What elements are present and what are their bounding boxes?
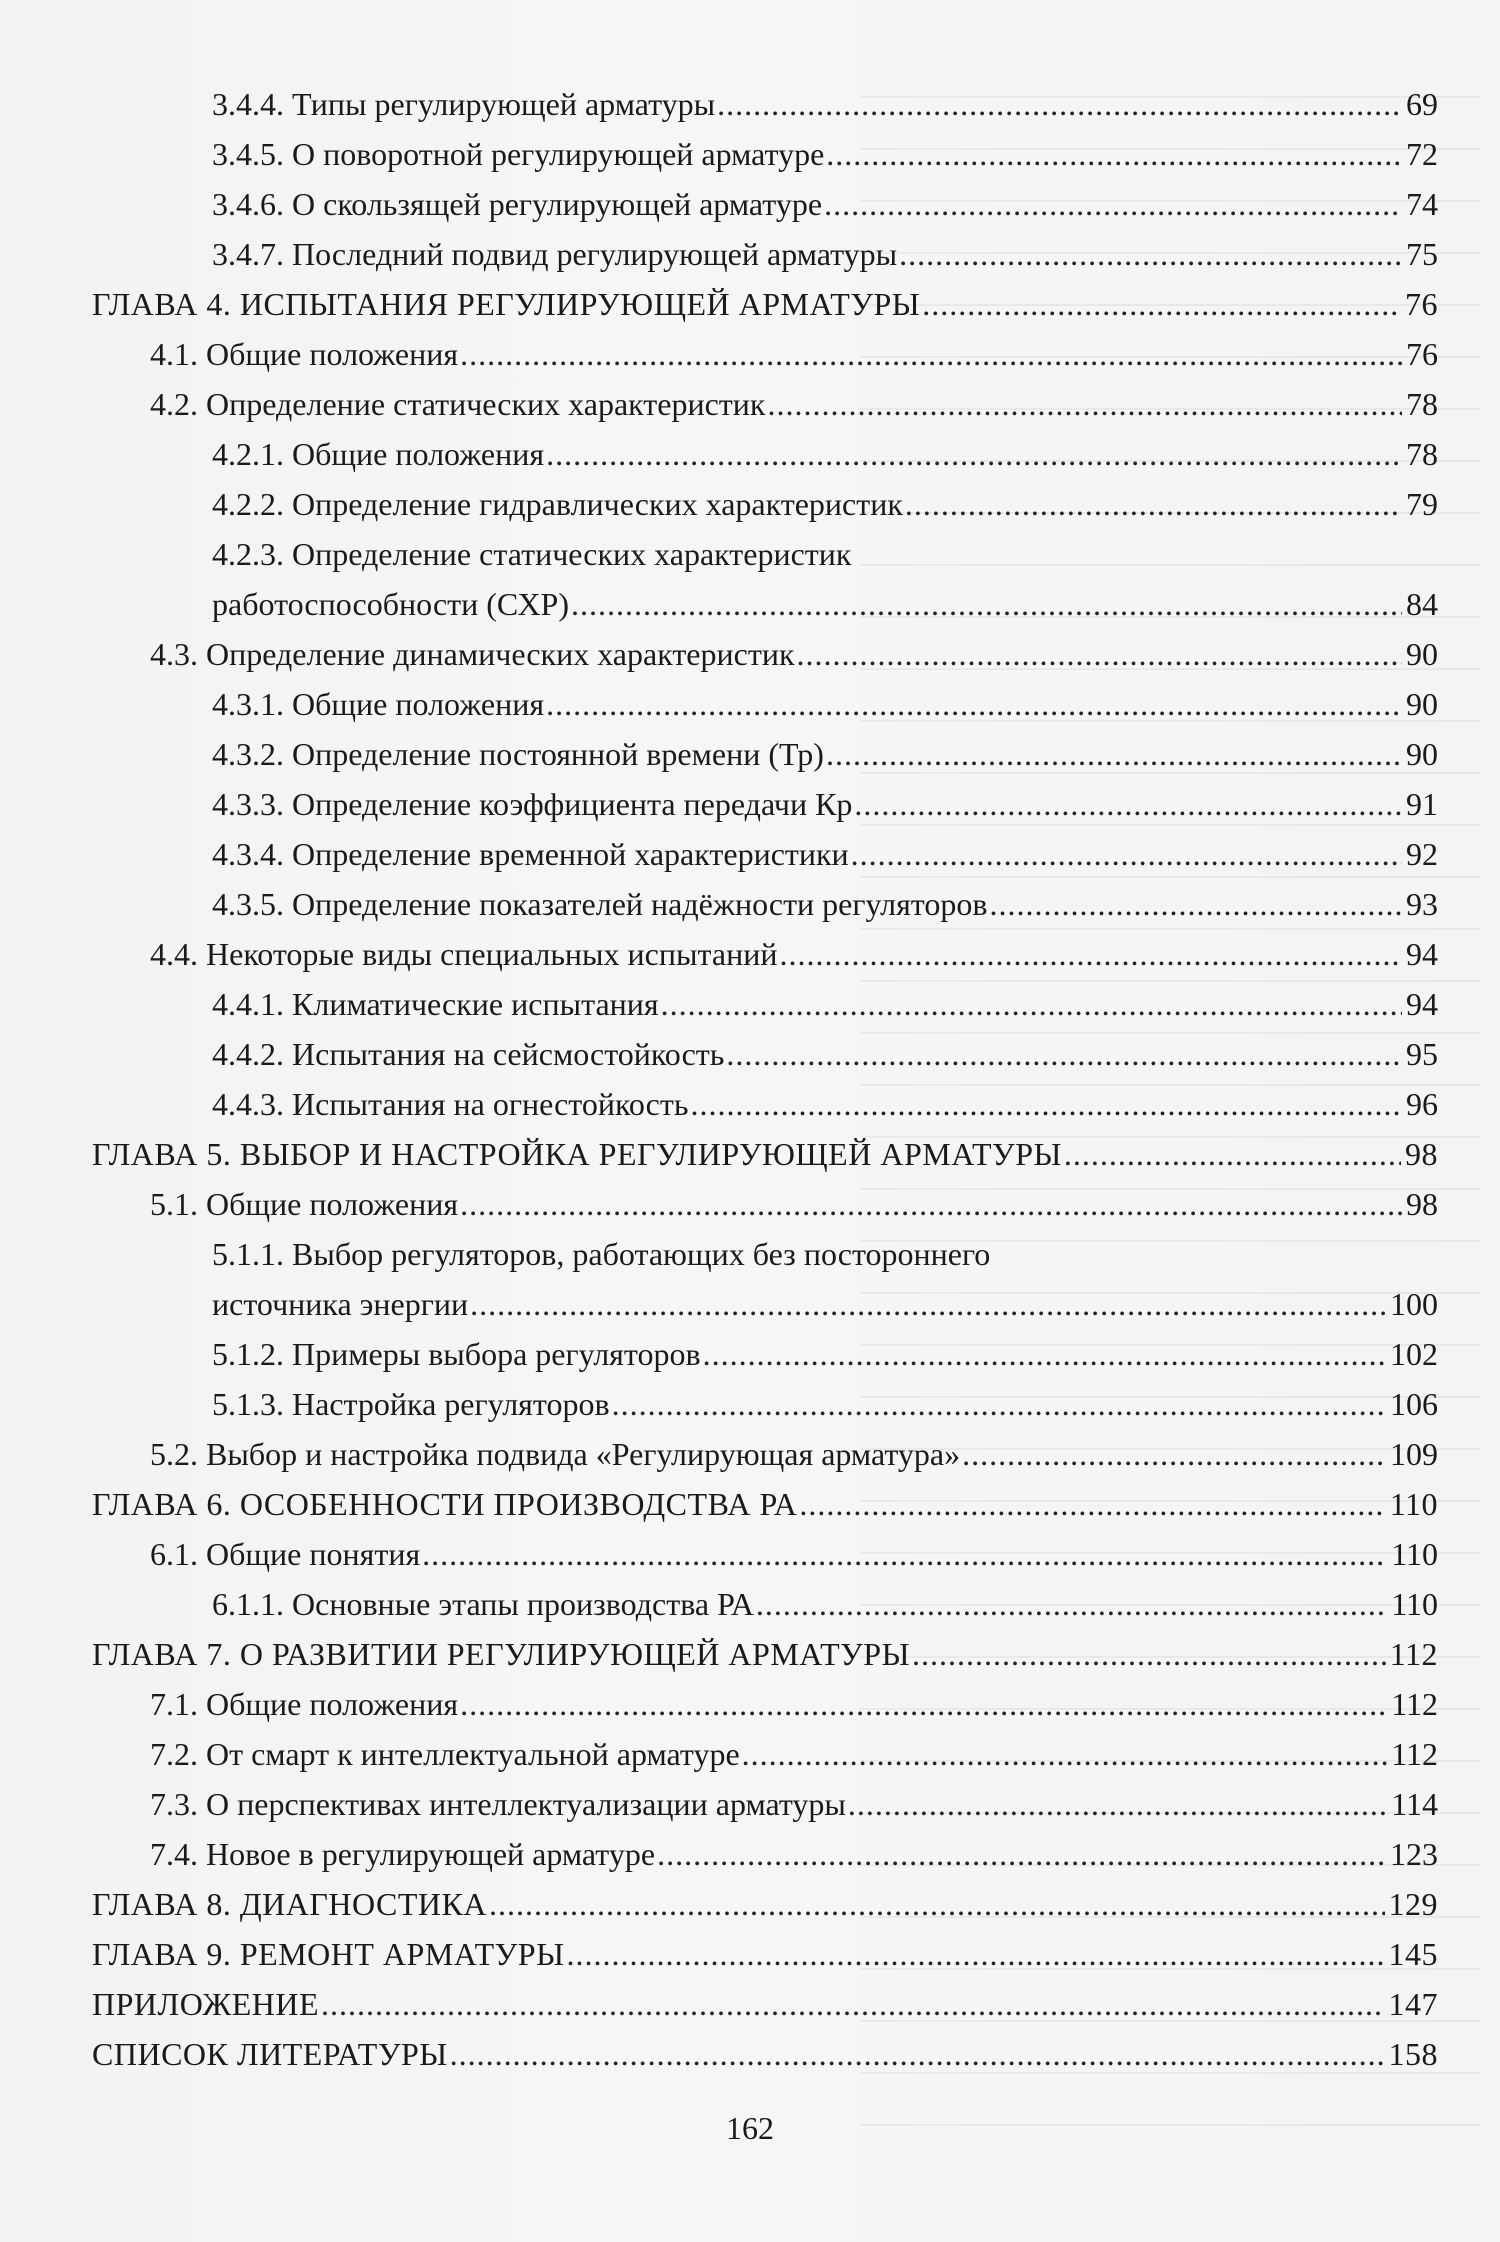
toc-entry-page: 79 (1406, 486, 1438, 522)
toc-entry-title: 4.3.3. Определение коэффициента передачи Кр (212, 786, 853, 822)
leader-dots (460, 334, 1402, 374)
leader-dots (989, 884, 1402, 924)
leader-dots (826, 134, 1402, 174)
toc-entry-title: ГЛАВА 9. РЕМОНТ АРМАТУРЫ (92, 1936, 565, 1972)
toc-entry-page: 93 (1406, 886, 1438, 922)
toc-entry-page: 78 (1406, 386, 1438, 422)
toc-entry-title: 4.2.1. Общие положения (212, 436, 545, 472)
leader-dots (422, 1534, 1387, 1574)
toc-entry-title: 4.1. Общие положения (150, 336, 459, 372)
toc-entry (212, 784, 1438, 824)
leader-dots (912, 1634, 1386, 1674)
toc-entry (212, 684, 1438, 724)
toc-entry (212, 1084, 1438, 1124)
toc-entry-title: 4.4.1. Климатические испытания (212, 986, 659, 1022)
toc-entry-title: 5.1. Общие положения (150, 1186, 459, 1222)
toc-entry-title: 4.3.5. Определение показателей надёжности регуляторов (212, 886, 988, 922)
toc-entry (212, 1284, 1438, 1324)
toc-entry-title: 5.1.3. Настройка регуляторов (212, 1386, 610, 1422)
toc-chapter (92, 1134, 1438, 1174)
toc-entry (150, 384, 1438, 424)
leader-dots (824, 184, 1402, 224)
toc-entry-page: 96 (1406, 1086, 1438, 1122)
page-number: 162 (726, 2110, 774, 2146)
toc-entry (212, 1384, 1438, 1424)
toc-entry-page: 75 (1406, 236, 1438, 272)
toc-entry (212, 1584, 1438, 1624)
toc-entry-page: 74 (1406, 186, 1438, 222)
toc-chapter (92, 1984, 1438, 2024)
toc-entry-title: 5.1.2. Примеры выбора регуляторов (212, 1336, 701, 1372)
toc-entry (150, 934, 1438, 974)
toc-entry (212, 134, 1438, 174)
toc-entry-page: 147 (1388, 1986, 1438, 2022)
toc-entry (212, 84, 1438, 124)
toc-entry-page: 110 (1389, 1486, 1438, 1522)
toc-entry-title: 6.1. Общие понятия (150, 1536, 421, 1572)
toc-entry-page: 98 (1406, 1186, 1438, 1222)
toc-entry (150, 334, 1438, 374)
toc-entry-title: 4.3.4. Определение временной характеристики (212, 836, 849, 872)
toc-entry-page: 90 (1406, 636, 1438, 672)
toc-entry-title: 4.4.2. Испытания на сейсмостойкость (212, 1036, 725, 1072)
leader-dots (657, 1834, 1386, 1874)
toc-entry-page: 90 (1406, 736, 1438, 772)
leader-dots (962, 1434, 1386, 1474)
leader-dots (703, 1334, 1386, 1374)
toc-entry-page: 145 (1388, 1936, 1438, 1972)
toc-entry-page: 76 (1406, 336, 1438, 372)
leader-dots (726, 1034, 1402, 1074)
toc-entry-page: 72 (1406, 136, 1438, 172)
toc-entry (212, 984, 1438, 1024)
leader-dots (470, 1284, 1386, 1324)
toc-entry-title: 3.4.7. Последний подвид регулирующей арматуры (212, 236, 898, 272)
toc-entry-page: 94 (1406, 936, 1438, 972)
leader-dots (460, 1184, 1402, 1224)
toc-entry-title-line1: 5.1.1. Выбор регуляторов, работающих без постороннего (212, 1236, 991, 1272)
toc-entry-page: 112 (1389, 1636, 1438, 1672)
leader-dots (922, 284, 1401, 324)
toc-entry-page: 98 (1405, 1136, 1438, 1172)
leader-dots (848, 1784, 1387, 1824)
leader-dots (851, 834, 1402, 874)
leader-dots (742, 1734, 1388, 1774)
toc-entry-title: работоспособности (СХР) (212, 586, 569, 622)
toc-entry (212, 584, 1438, 624)
leader-dots (661, 984, 1402, 1024)
toc-entry-title: 4.4. Некоторые виды специальных испытаний (150, 936, 778, 972)
toc-entry-title: 7.3. О перспективах интеллектуализации арматуры (150, 1786, 846, 1822)
toc-entry (150, 1184, 1438, 1224)
toc-chapter (92, 2034, 1438, 2074)
leader-dots (899, 234, 1402, 274)
leader-dots (756, 1584, 1387, 1624)
leader-dots (450, 2034, 1385, 2074)
toc-entry-title: 4.4.3. Испытания на огнестойкость (212, 1086, 689, 1122)
toc-entry (212, 1034, 1438, 1074)
toc-entry-title: ГЛАВА 4. ИСПЫТАНИЯ РЕГУЛИРУЮЩЕЙ АРМАТУРЫ (92, 286, 921, 322)
toc-entry (212, 1334, 1438, 1374)
leader-dots (566, 1934, 1384, 1974)
toc-entry-page: 109 (1390, 1436, 1438, 1472)
toc-entry-page: 92 (1406, 836, 1438, 872)
leader-dots (321, 1984, 1384, 2024)
toc-entry-title: ГЛАВА 6. ОСОБЕННОСТИ ПРОИЗВОДСТВА РА (92, 1486, 798, 1522)
leader-dots (796, 634, 1402, 674)
toc-entry-title: 4.3.2. Определение постоянной времени (Тр) (212, 736, 824, 772)
toc-entry (212, 884, 1438, 924)
toc-entry-title: 3.4.4. Типы регулирующей арматуры (212, 86, 716, 122)
toc-entry-page: 114 (1391, 1786, 1438, 1822)
leader-dots (717, 84, 1402, 124)
toc-entry (212, 184, 1438, 224)
leader-dots (905, 484, 1402, 524)
toc-entry-title: 6.1.1. Основные этапы производства РА (212, 1586, 754, 1622)
toc-entry-page: 94 (1406, 986, 1438, 1022)
toc-entry-title: ГЛАВА 7. О РАЗВИТИИ РЕГУЛИРУЮЩЕЙ АРМАТУРЫ (92, 1636, 910, 1672)
toc-entry-title: 7.4. Новое в регулирующей арматуре (150, 1836, 656, 1872)
toc-entry (150, 1684, 1438, 1724)
toc-entry-title: ПРИЛОЖЕНИЕ (92, 1986, 320, 2022)
leader-dots (826, 734, 1402, 774)
toc-entry (150, 634, 1438, 674)
toc-entry-title: ГЛАВА 8. ДИАГНОСТИКА (92, 1886, 487, 1922)
leader-dots (690, 1084, 1402, 1124)
leader-dots (612, 1384, 1386, 1424)
toc-entry-title: СПИСОК ЛИТЕРАТУРЫ (92, 2036, 448, 2072)
toc-chapter (92, 1884, 1438, 1924)
toc-entry-title: 5.2. Выбор и настройка подвида «Регулирующая арматура» (150, 1436, 961, 1472)
toc-entry-page: 158 (1388, 2036, 1438, 2072)
toc-entry-page: 91 (1406, 786, 1438, 822)
toc-entry (150, 1834, 1438, 1874)
leader-dots (546, 684, 1402, 724)
toc-entry (212, 484, 1438, 524)
toc-entry-title: источника энергии (212, 1286, 469, 1322)
leader-dots (460, 1684, 1387, 1724)
toc-entry (212, 234, 1438, 274)
toc-entry-title: 3.4.6. О скользящей регулирующей арматуре (212, 186, 823, 222)
leader-dots (546, 434, 1402, 474)
toc-entry-title-line1: 4.2.3. Определение статических характеристик (212, 536, 852, 572)
leader-dots (571, 584, 1402, 624)
leader-dots (1064, 1134, 1401, 1174)
toc-entry-page: 76 (1405, 286, 1438, 322)
toc-chapter (92, 1634, 1438, 1674)
toc-entry-title: 4.2.2. Определение гидравлических характеристик (212, 486, 903, 522)
toc-entry-title: ГЛАВА 5. ВЫБОР И НАСТРОЙКА РЕГУЛИРУЮЩЕЙ АРМАТУРЫ (92, 1136, 1062, 1172)
leader-dots (767, 384, 1402, 424)
leader-dots (854, 784, 1402, 824)
toc-entry-page: 84 (1406, 586, 1438, 622)
toc-entry-page: 95 (1406, 1036, 1438, 1072)
toc-entry (150, 1534, 1438, 1574)
toc-entry-page: 110 (1391, 1586, 1438, 1622)
toc-entry-page: 110 (1391, 1536, 1438, 1572)
toc-entry-page: 102 (1390, 1336, 1438, 1372)
toc-entry-page: 69 (1406, 86, 1438, 122)
toc-entry-title: 7.2. От смарт к интеллектуальной арматуре (150, 1736, 740, 1772)
toc-entry (212, 434, 1438, 474)
toc-entry-title: 3.4.5. О поворотной регулирующей арматуре (212, 136, 825, 172)
leader-dots (799, 1484, 1385, 1524)
toc-chapter (92, 1484, 1438, 1524)
toc-entry-title: 4.3. Определение динамических характеристик (150, 636, 795, 672)
toc-entry-page: 129 (1388, 1886, 1438, 1922)
toc-entry (212, 734, 1438, 774)
toc-entry (150, 1784, 1438, 1824)
toc-entry-page: 112 (1391, 1736, 1438, 1772)
toc-entry-page: 90 (1406, 686, 1438, 722)
toc-entry-page: 100 (1390, 1286, 1438, 1322)
toc-chapter (92, 1934, 1438, 1974)
toc-entry-page: 112 (1391, 1686, 1438, 1722)
leader-dots (489, 1884, 1385, 1924)
toc-entry (150, 1434, 1438, 1474)
toc-entry-title: 7.1. Общие положения (150, 1686, 459, 1722)
toc-entry-title: 4.3.1. Общие положения (212, 686, 545, 722)
toc-chapter (92, 284, 1438, 324)
toc-entry (150, 1734, 1438, 1774)
toc-entry-page: 106 (1390, 1386, 1438, 1422)
leader-dots (779, 934, 1402, 974)
toc-entry (212, 834, 1438, 874)
toc-entry-title: 4.2. Определение статических характеристик (150, 386, 766, 422)
toc-entry-page: 123 (1390, 1836, 1438, 1872)
toc-entry-page: 78 (1406, 436, 1438, 472)
